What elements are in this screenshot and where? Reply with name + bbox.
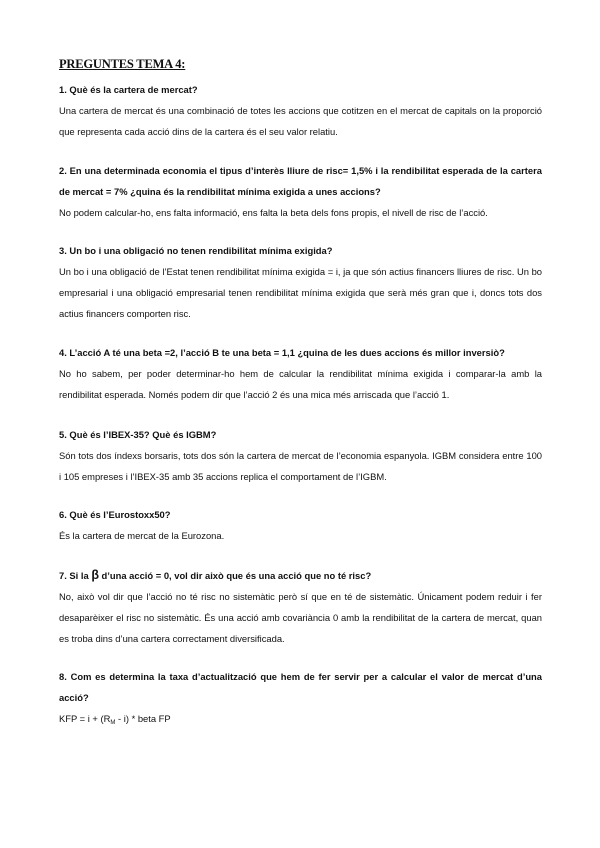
- beta-symbol: β: [91, 568, 99, 582]
- page-title: PREGUNTES TEMA 4:: [59, 57, 186, 71]
- question-5: [59, 424, 542, 487]
- answer-text: No podem calcular-ho, ens falta informació, ens falta la beta dels fons propis, el nivell de risc de l’acció.: [59, 207, 488, 218]
- question-2: [59, 160, 542, 223]
- answer-text: Un bo i una obligació de l’Estat tenen rendibilitat mínima exigida = i, ja que són actius financers lliures de risc. Un bo empresarial i una obligació empresarial tenen rendibilitat mínima exigida que serà més gran que i, doncs tots dos actius financers comporten risc.: [59, 266, 542, 319]
- answer-text: Són tots dos índexs borsaris, tots dos són la cartera de mercat de l’economia espanyola. IGBM considera entre 100 i 105 empreses i l’IBEX-35 amb 35 accions replica el comportament de l’IGBM.: [59, 450, 542, 482]
- question-prefix: 7. Si la: [59, 570, 92, 581]
- answer-text: És la cartera de mercat de la Eurozona.: [59, 530, 225, 541]
- question-text: 4. L’acció A té una beta =2, l’acció B te una beta = 1,1 ¿quina de les dues accions és millor inversiò?: [59, 347, 505, 358]
- formula: [59, 708, 542, 729]
- formula-end: - i) * beta FP: [115, 713, 171, 724]
- answer-text: No, això vol dir que l’acció no té risc no sistemàtic però sí que en té de sistemàtic. Únicament podem reduir i fer desaparèixer el risc no sistemàtic. És una acció amb covariància 0 amb la rendibilitat de la cartera de mercat, quan es troba dins d’una cartera correctament diversificada.: [59, 591, 542, 644]
- question-4: [59, 342, 542, 405]
- question-text: 1. Què és la cartera de mercat?: [59, 84, 198, 95]
- question-text: 3. Un bo i una obligació no tenen rendibilitat mínima exigida?: [59, 245, 333, 256]
- question-1: [59, 79, 542, 142]
- question-8: [59, 666, 542, 729]
- formula-subscript: M: [110, 720, 116, 726]
- question-text: 6. Què és l’Eurostoxx50?: [59, 509, 171, 520]
- question-7: [59, 565, 542, 649]
- question-text: [59, 565, 542, 586]
- answer-text: No ho sabem, per poder determinar-ho hem de calcular la rendibilitat mínima exigida i comparar-la amb la rendibilitat esperada. Només podem dir que l’acció 2 és una mica més arriscada que l’acció 1.: [59, 368, 542, 400]
- question-suffix: d’una acció = 0, vol dir això que és una acció que no té risc?: [98, 570, 372, 581]
- question-6: [59, 504, 542, 546]
- question-3: [59, 240, 542, 324]
- question-text: 8. Com es determina la taxa d’actualització que hem de fer servir per a calcular el valor de mercat d’una acció?: [59, 671, 542, 703]
- formula-start: KFP = i + (R: [59, 713, 111, 724]
- question-text: 2. En una determinada economia el tipus d’interès lliure de risc= 1,5% i la rendibilitat esperada de la cartera de mercat = 7% ¿quina és la rendibilitat mínima exigida a unes accions?: [59, 165, 542, 197]
- question-text: 5. Què és l’IBEX-35? Què és IGBM?: [59, 429, 217, 440]
- answer-text: Una cartera de mercat és una combinació de totes les accions que cotitzen en el mercat de capitals on la proporció que representa cada acció dins de la cartera és el seu valor relatiu.: [59, 105, 542, 137]
